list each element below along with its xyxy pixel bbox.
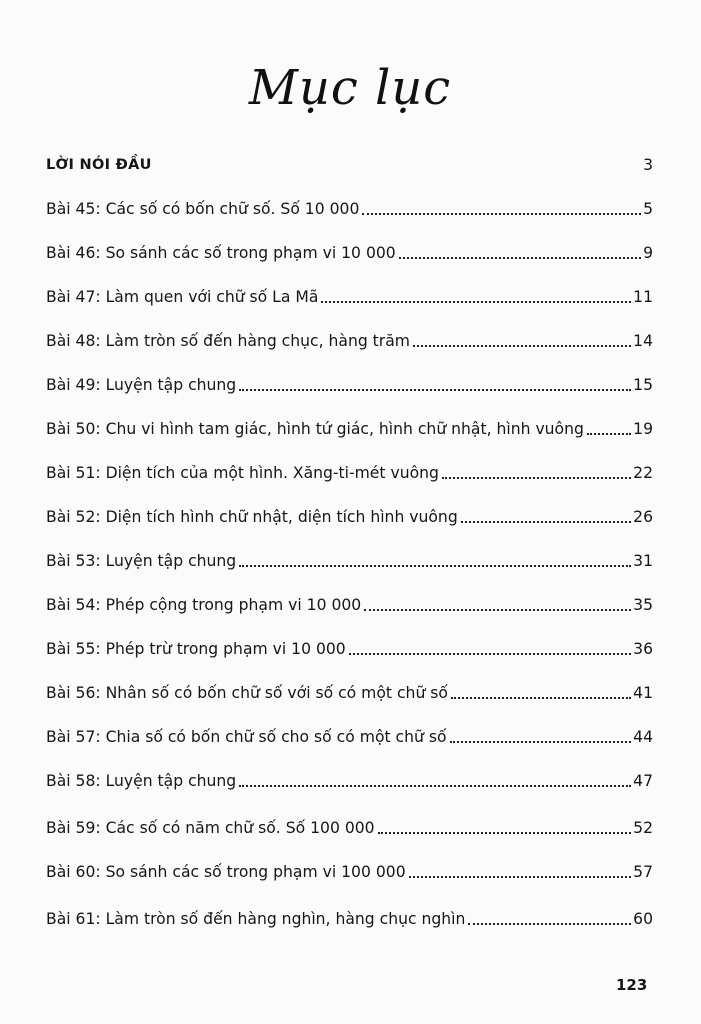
dot-leader <box>321 300 631 303</box>
toc-entry <box>46 240 653 264</box>
toc-entry-label: Bài 60: So sánh các số trong phạm vi 100 000 <box>46 863 406 881</box>
toc-entry-page: 52 <box>633 819 653 837</box>
toc-entry-preface <box>46 152 653 176</box>
dot-leader <box>413 344 631 347</box>
toc-entry-page: 44 <box>633 728 653 746</box>
toc-entry <box>46 859 653 883</box>
page-title: Mục lục <box>248 60 452 116</box>
dot-leader <box>451 696 631 699</box>
page-number: 123 <box>616 976 648 994</box>
dot-leader <box>349 652 631 655</box>
toc-entry-label: Bài 55: Phép trừ trong phạm vi 10 000 <box>46 640 346 658</box>
dot-leader <box>364 608 631 611</box>
toc-entry-label: Bài 50: Chu vi hình tam giác, hình tứ giác, hình chữ nhật, hình vuông <box>46 420 584 438</box>
dot-leader <box>587 432 631 435</box>
toc-entry-label: Bài 49: Luyện tập chung <box>46 376 237 394</box>
toc-entry-label: Bài 54: Phép cộng trong phạm vi 10 000 <box>46 596 362 614</box>
dot-leader <box>450 740 632 743</box>
toc-entry-label: Bài 47: Làm quen với chữ số La Mã <box>46 288 319 306</box>
toc-entry-page: 36 <box>633 640 653 658</box>
toc-entry-label: Bài 59: Các số có năm chữ số. Số 100 000 <box>46 819 375 837</box>
toc-entry-page: 14 <box>633 332 653 350</box>
toc-entry <box>46 815 653 839</box>
toc-entry <box>46 504 653 528</box>
toc-entry-label: Bài 52: Diện tích hình chữ nhật, diện tích hình vuông <box>46 508 458 526</box>
toc-entry <box>46 416 653 440</box>
toc-entry <box>46 284 653 308</box>
toc-entry <box>46 460 653 484</box>
toc-entry-page: 19 <box>633 420 653 438</box>
toc-entry <box>46 636 653 660</box>
dot-leader <box>399 256 641 259</box>
toc-entry-label: Bài 45: Các số có bốn chữ số. Số 10 000 <box>46 200 360 218</box>
dot-leader <box>362 212 641 215</box>
toc-entry <box>46 680 653 704</box>
toc-entry <box>46 196 653 220</box>
toc-entry-label: Bài 51: Diện tích của một hình. Xăng-ti-mét vuông <box>46 464 439 482</box>
dot-leader <box>468 922 631 925</box>
toc-entry-page: 57 <box>633 863 653 881</box>
dot-leader <box>409 875 632 878</box>
toc-entry-label: Bài 56: Nhân số có bốn chữ số với số có một chữ số <box>46 684 448 702</box>
toc-entry <box>46 768 653 792</box>
dot-leader <box>378 831 632 834</box>
dot-leader <box>239 564 631 567</box>
toc-entry-page: 60 <box>633 910 653 928</box>
dot-leader <box>239 388 631 391</box>
dot-leader <box>239 784 631 787</box>
toc-entry-page: 5 <box>643 200 653 218</box>
toc-entry-page: 11 <box>633 288 653 306</box>
toc-entry-label: Bài 46: So sánh các số trong phạm vi 10 000 <box>46 244 396 262</box>
toc-entry <box>46 372 653 396</box>
toc-entry-page: 3 <box>643 156 653 174</box>
toc-entry-label: Bài 48: Làm tròn số đến hàng chục, hàng trăm <box>46 332 410 350</box>
toc-entry-label: Bài 61: Làm tròn số đến hàng nghìn, hàng chục nghìn <box>46 910 466 928</box>
toc-entry-label: LỜI NÓI ĐẦU <box>46 157 152 173</box>
toc-entry-page: 26 <box>633 508 653 526</box>
toc-entry-page: 47 <box>633 772 653 790</box>
toc-entry <box>46 328 653 352</box>
toc-entry <box>46 548 653 572</box>
toc-entry-page: 35 <box>633 596 653 614</box>
dot-leader <box>442 476 631 479</box>
toc-entry-page: 15 <box>633 376 653 394</box>
toc-entry-label: Bài 57: Chia số có bốn chữ số cho số có một chữ số <box>46 728 447 746</box>
toc-entry-page: 41 <box>633 684 653 702</box>
toc-entry <box>46 724 653 748</box>
toc-entry-label: Bài 58: Luyện tập chung <box>46 772 237 790</box>
toc-entry-page: 31 <box>633 552 653 570</box>
toc-entry <box>46 592 653 616</box>
toc-entry-page: 9 <box>643 244 653 262</box>
toc-entry-page: 22 <box>633 464 653 482</box>
dot-leader <box>461 520 631 523</box>
toc-entry <box>46 906 653 930</box>
toc-entry-label: Bài 53: Luyện tập chung <box>46 552 237 570</box>
